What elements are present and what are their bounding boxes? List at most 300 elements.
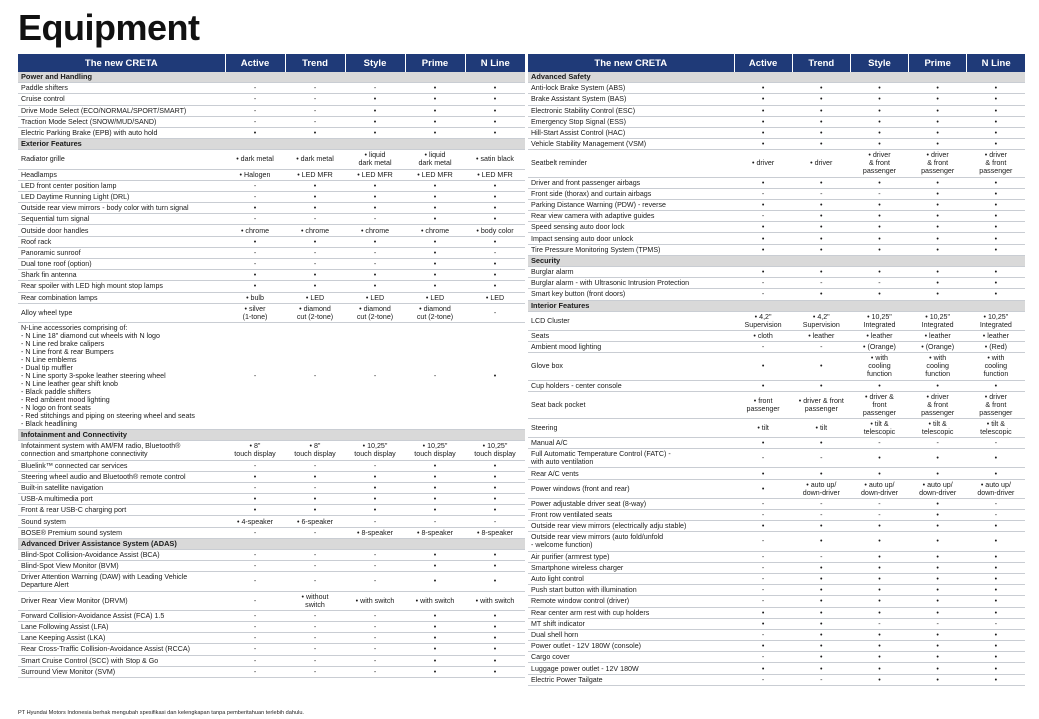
trim-value: - bbox=[225, 572, 285, 591]
trim-value: • bbox=[967, 244, 1025, 255]
trim-value: • leather bbox=[967, 330, 1025, 341]
table-row bbox=[18, 281, 525, 292]
trim-value: • auto up/ down-driver bbox=[792, 479, 850, 498]
trim-value: - bbox=[225, 94, 285, 105]
table-row bbox=[18, 83, 525, 94]
trim-value: • bbox=[734, 83, 792, 94]
equipment-table-left bbox=[18, 54, 525, 678]
trim-value: - bbox=[225, 180, 285, 191]
trim-value: • tilt & telescopic bbox=[909, 418, 967, 437]
trim-value: • bbox=[967, 468, 1025, 479]
trim-value: • LED MFR bbox=[345, 169, 405, 180]
trim-value: • bbox=[792, 618, 850, 629]
feature-name: Power windows (front and rear) bbox=[528, 479, 734, 498]
trim-value: • bbox=[285, 270, 345, 281]
trim-value: • bbox=[792, 641, 850, 652]
trim-value: • bbox=[405, 247, 465, 258]
table-row bbox=[528, 618, 1025, 629]
feature-name: Speed sensing auto door lock bbox=[528, 222, 734, 233]
trim-value: • bbox=[734, 177, 792, 188]
trim-value: • bbox=[909, 199, 967, 210]
trim-value: - bbox=[734, 289, 792, 300]
trim-value: • LED MFR bbox=[285, 169, 345, 180]
trim-value: • bbox=[967, 380, 1025, 391]
trim-value: • bbox=[465, 105, 525, 116]
table-row bbox=[528, 479, 1025, 498]
table-row bbox=[528, 116, 1025, 127]
trim-value: - bbox=[345, 247, 405, 258]
trim-value: • bbox=[967, 94, 1025, 105]
trim-value: • bbox=[909, 562, 967, 573]
header-trend: Trend bbox=[792, 54, 850, 72]
trim-value: - bbox=[465, 247, 525, 258]
table-row bbox=[18, 527, 525, 538]
trim-value: - bbox=[345, 655, 405, 666]
trim-value: • bbox=[792, 607, 850, 618]
trim-value: • bbox=[967, 562, 1025, 573]
table-row bbox=[18, 505, 525, 516]
trim-value: • bbox=[850, 629, 908, 640]
feature-name: LED front center position lamp bbox=[18, 180, 225, 191]
trim-value: - bbox=[285, 527, 345, 538]
trim-value: • bbox=[225, 505, 285, 516]
trim-value: - bbox=[967, 438, 1025, 449]
trim-value: • bbox=[465, 572, 525, 591]
trim-value: • bbox=[909, 532, 967, 551]
feature-name: Headlamps bbox=[18, 169, 225, 180]
trim-value: • bbox=[465, 610, 525, 621]
trim-value: • 10,25" Integrated bbox=[909, 311, 967, 330]
table-row bbox=[528, 532, 1025, 551]
feature-name: Sound system bbox=[18, 516, 225, 527]
feature-name: MT shift indicator bbox=[528, 618, 734, 629]
trim-value: • bbox=[967, 139, 1025, 150]
trim-value: • bbox=[792, 596, 850, 607]
trim-value: • bbox=[850, 211, 908, 222]
trim-value: • bbox=[967, 607, 1025, 618]
feature-name: Remote window control (driver) bbox=[528, 596, 734, 607]
table-row bbox=[528, 629, 1025, 640]
trim-value: • bbox=[465, 505, 525, 516]
trim-value: • bbox=[405, 494, 465, 505]
trim-value: • 4,2" Supervision bbox=[734, 311, 792, 330]
trim-value: - bbox=[734, 278, 792, 289]
table-row bbox=[18, 169, 525, 180]
table-row bbox=[528, 233, 1025, 244]
trim-value: - bbox=[285, 621, 345, 632]
trim-value: - bbox=[792, 498, 850, 509]
section-title: Exterior Features bbox=[18, 139, 525, 150]
trim-value: • bbox=[967, 127, 1025, 138]
section-header-row bbox=[18, 72, 525, 83]
feature-name: Brake Assistant System (BAS) bbox=[528, 94, 734, 105]
trim-value: • bbox=[405, 655, 465, 666]
trim-value: - bbox=[225, 655, 285, 666]
feature-name: Full Automatic Temperature Control (FATC) - with auto ventilation bbox=[528, 449, 734, 468]
trim-value: - bbox=[225, 482, 285, 493]
table-row bbox=[528, 199, 1025, 210]
feature-name: Tire Pressure Monitoring System (TPMS) bbox=[528, 244, 734, 255]
trim-value: • with cooling function bbox=[967, 353, 1025, 380]
header-style: Style bbox=[345, 54, 405, 72]
trim-value: • bbox=[465, 644, 525, 655]
trim-value: - bbox=[792, 449, 850, 468]
trim-value: • bbox=[734, 607, 792, 618]
table-row bbox=[528, 562, 1025, 573]
feature-name: Seatbelt reminder bbox=[528, 150, 734, 177]
feature-name: Drive Mode Select (ECO/NORMAL/SPORT/SMART) bbox=[18, 105, 225, 116]
trim-value: • bbox=[225, 281, 285, 292]
table-row bbox=[528, 188, 1025, 199]
table-row bbox=[18, 494, 525, 505]
trim-value: • bbox=[909, 468, 967, 479]
trim-value: • bbox=[850, 380, 908, 391]
feature-name: Lane Following Assist (LFA) bbox=[18, 621, 225, 632]
trim-value: • driver bbox=[792, 150, 850, 177]
trim-value: • bbox=[734, 618, 792, 629]
trim-value: • bbox=[792, 127, 850, 138]
trim-value: - bbox=[850, 278, 908, 289]
trim-value: • bbox=[909, 663, 967, 674]
trim-value: • bbox=[792, 222, 850, 233]
trim-value: • with cooling function bbox=[850, 353, 908, 380]
trim-value: - bbox=[345, 322, 405, 429]
trim-value: • driver bbox=[734, 150, 792, 177]
trim-value: - bbox=[225, 527, 285, 538]
trim-value: - bbox=[967, 498, 1025, 509]
trim-value: • bbox=[285, 281, 345, 292]
trim-value: • auto up/ down-driver bbox=[909, 479, 967, 498]
trim-value: - bbox=[285, 105, 345, 116]
feature-name: Alloy wheel type bbox=[18, 303, 225, 322]
trim-value: • bbox=[345, 180, 405, 191]
table-row bbox=[18, 482, 525, 493]
trim-value: - bbox=[792, 551, 850, 562]
feature-name: Panoramic sunroof bbox=[18, 247, 225, 258]
trim-value: • bbox=[909, 278, 967, 289]
trim-value: • bbox=[967, 596, 1025, 607]
table-row bbox=[528, 498, 1025, 509]
trim-value: - bbox=[792, 342, 850, 353]
trim-value: • bbox=[909, 585, 967, 596]
trim-value: • bbox=[734, 521, 792, 532]
feature-name: Blind-Spot Collision-Avoidance Assist (BCA) bbox=[18, 550, 225, 561]
trim-value: • bbox=[405, 203, 465, 214]
trim-value: - bbox=[734, 674, 792, 685]
table-row bbox=[18, 150, 525, 169]
trim-value: - bbox=[285, 214, 345, 225]
feature-name: Sequential turn signal bbox=[18, 214, 225, 225]
section-header-row bbox=[528, 72, 1025, 83]
table-row bbox=[18, 561, 525, 572]
trim-value: • bbox=[405, 270, 465, 281]
section-title: Advanced Safety bbox=[528, 72, 1025, 83]
feature-name: Steering wheel audio and Bluetooth® remote control bbox=[18, 471, 225, 482]
trim-value: • bbox=[850, 532, 908, 551]
trim-value: • bbox=[909, 188, 967, 199]
table-row bbox=[528, 211, 1025, 222]
table-row bbox=[528, 353, 1025, 380]
trim-value: - bbox=[734, 498, 792, 509]
feature-name: Shark fin antenna bbox=[18, 270, 225, 281]
trim-value: • 10,25" touch display bbox=[465, 441, 525, 460]
trim-value: • bbox=[850, 641, 908, 652]
trim-value: - bbox=[734, 188, 792, 199]
trim-value: • silver (1-tone) bbox=[225, 303, 285, 322]
trim-value: • bbox=[345, 270, 405, 281]
table-row bbox=[528, 510, 1025, 521]
trim-value: • bbox=[405, 610, 465, 621]
trim-value: - bbox=[225, 116, 285, 127]
trim-value: • bbox=[792, 573, 850, 584]
trim-value: • bbox=[345, 482, 405, 493]
feature-name: Dual shell horn bbox=[528, 629, 734, 640]
feature-name: Forward Collision-Avoidance Assist (FCA) 1.5 bbox=[18, 610, 225, 621]
feature-name: Electric Parking Brake (EPB) with auto hold bbox=[18, 127, 225, 138]
trim-value: - bbox=[285, 83, 345, 94]
trim-value: • diamond cut (2-tone) bbox=[345, 303, 405, 322]
feature-name: Air purifier (armrest type) bbox=[528, 551, 734, 562]
feature-name: Burglar alarm - with Ultrasonic Intrusion Protection bbox=[528, 278, 734, 289]
trim-value: • bbox=[792, 244, 850, 255]
trim-value: • bbox=[909, 244, 967, 255]
table-row bbox=[18, 270, 525, 281]
table-row bbox=[528, 278, 1025, 289]
feature-name: Smart Cruise Control (SCC) with Stop & Go bbox=[18, 655, 225, 666]
feature-name: Vehicle Stability Management (VSM) bbox=[528, 139, 734, 150]
trim-value: - bbox=[285, 322, 345, 429]
trim-value: - bbox=[285, 633, 345, 644]
feature-name: Outside rear view mirrors - body color with turn signal bbox=[18, 203, 225, 214]
trim-value: • 8-speaker bbox=[345, 527, 405, 538]
trim-value: - bbox=[345, 633, 405, 644]
trim-value: • bbox=[405, 666, 465, 677]
feature-name: Cargo cover bbox=[528, 652, 734, 663]
trim-value: • 6-speaker bbox=[285, 516, 345, 527]
feature-name: N-Line accessories comprising of: - N Line 18" diamond cut wheels with N logo - N Line red brake calipers - N Line front & rear Bumpers - N Line emblems - Dual tip muffler - N Line sporty 3-spoke leather steering wheel - N Line leather gear shift knob - Black paddle shifters - Red ambient mood lighting - N logo on front seats - Red stitchings and piping on steering wheel and seats - Black headlining bbox=[18, 322, 225, 429]
trim-value: • bbox=[792, 353, 850, 380]
trim-value: • 4,2" Supervision bbox=[792, 311, 850, 330]
table-row bbox=[18, 247, 525, 258]
trim-value: • bbox=[345, 191, 405, 202]
trim-value: • (Orange) bbox=[850, 342, 908, 353]
trim-value: • bbox=[405, 460, 465, 471]
trim-value: • bbox=[405, 471, 465, 482]
trim-value: • bbox=[792, 233, 850, 244]
feature-name: Manual A/C bbox=[528, 438, 734, 449]
trim-value: • 10,25" touch display bbox=[405, 441, 465, 460]
trim-value: • bbox=[792, 585, 850, 596]
feature-name: Seats bbox=[528, 330, 734, 341]
feature-name: Luggage power outlet - 12V 180W bbox=[528, 663, 734, 674]
trim-value: • 4-speaker bbox=[225, 516, 285, 527]
trim-value: - bbox=[734, 652, 792, 663]
table-row bbox=[528, 83, 1025, 94]
trim-value: - bbox=[465, 516, 525, 527]
trim-value: • bbox=[345, 94, 405, 105]
trim-value: • 10,25" Integrated bbox=[967, 311, 1025, 330]
header-nline: N Line bbox=[465, 54, 525, 72]
trim-value: • bbox=[792, 438, 850, 449]
trim-value: - bbox=[285, 482, 345, 493]
table-row bbox=[18, 572, 525, 591]
feature-name: Rear A/C vents bbox=[528, 468, 734, 479]
trim-value: - bbox=[225, 322, 285, 429]
feature-name: Driver and front passenger airbags bbox=[528, 177, 734, 188]
feature-name: Power outlet - 12V 180W (console) bbox=[528, 641, 734, 652]
trim-value: • bbox=[967, 532, 1025, 551]
trim-value: • bbox=[734, 233, 792, 244]
trim-value: • bbox=[345, 116, 405, 127]
trim-value: • 8-speaker bbox=[465, 527, 525, 538]
trim-value: - bbox=[734, 573, 792, 584]
header-prime: Prime bbox=[405, 54, 465, 72]
trim-value: • bbox=[909, 380, 967, 391]
feature-name: Electronic Stability Control (ESC) bbox=[528, 105, 734, 116]
trim-value: • bbox=[734, 139, 792, 150]
trim-value: • bbox=[792, 199, 850, 210]
trim-value: - bbox=[225, 621, 285, 632]
trim-value: • bbox=[792, 652, 850, 663]
feature-name: Infotainment system with AM/FM radio, Bluetooth® connection and smartphone connectivity bbox=[18, 441, 225, 460]
trim-value: - bbox=[792, 278, 850, 289]
trim-value: - bbox=[225, 644, 285, 655]
trim-value: • bbox=[465, 180, 525, 191]
trim-value: • driver & front passenger bbox=[792, 391, 850, 418]
table-row bbox=[528, 311, 1025, 330]
table-row bbox=[18, 591, 525, 610]
trim-value: • bbox=[967, 233, 1025, 244]
trim-value: • bbox=[734, 641, 792, 652]
trim-value: • bbox=[792, 83, 850, 94]
trim-value: • LED bbox=[405, 292, 465, 303]
trim-value: • LED MFR bbox=[405, 169, 465, 180]
trim-value: • (Red) bbox=[967, 342, 1025, 353]
feature-name: Steering bbox=[528, 418, 734, 437]
trim-value: • bbox=[285, 505, 345, 516]
trim-value: • chrome bbox=[405, 225, 465, 236]
trim-value: • bbox=[850, 94, 908, 105]
trim-value: • leather bbox=[792, 330, 850, 341]
trim-value: • bbox=[850, 521, 908, 532]
table-row bbox=[18, 127, 525, 138]
feature-name: Impact sensing auto door unlock bbox=[528, 233, 734, 244]
feature-name: Front side (thorax) and curtain airbags bbox=[528, 188, 734, 199]
trim-value: - bbox=[345, 516, 405, 527]
page-title: Equipment bbox=[18, 7, 200, 48]
header-active: Active bbox=[225, 54, 285, 72]
feature-name: Anti-lock Brake System (ABS) bbox=[528, 83, 734, 94]
trim-value: - bbox=[285, 116, 345, 127]
feature-name: Front & rear USB-C charging port bbox=[18, 505, 225, 516]
header-model: The new CRETA bbox=[18, 54, 225, 72]
trim-value: • bbox=[967, 551, 1025, 562]
table-row bbox=[528, 244, 1025, 255]
trim-value: - bbox=[850, 188, 908, 199]
trim-value: • auto up/ down-driver bbox=[967, 479, 1025, 498]
trim-value: • bbox=[734, 468, 792, 479]
trim-value: • bbox=[225, 270, 285, 281]
trim-value: - bbox=[225, 633, 285, 644]
feature-name: Rear view camera with adaptive guides bbox=[528, 211, 734, 222]
trim-value: • bbox=[465, 94, 525, 105]
trim-value: - bbox=[225, 83, 285, 94]
table-row bbox=[528, 330, 1025, 341]
section-header-row bbox=[18, 139, 525, 150]
trim-value: • bbox=[909, 607, 967, 618]
trim-value: • bbox=[345, 127, 405, 138]
trim-value: - bbox=[285, 666, 345, 677]
trim-value: • bbox=[734, 267, 792, 278]
trim-value: • diamond cut (2-tone) bbox=[285, 303, 345, 322]
trim-value: • chrome bbox=[345, 225, 405, 236]
trim-value: • bbox=[850, 267, 908, 278]
trim-value: • bbox=[792, 105, 850, 116]
trim-value: • bbox=[734, 94, 792, 105]
trim-value: • bbox=[909, 573, 967, 584]
trim-value: • bbox=[850, 652, 908, 663]
equipment-table-right bbox=[528, 54, 1025, 686]
trim-value: • bbox=[792, 521, 850, 532]
trim-value: • bbox=[850, 468, 908, 479]
section-title: Security bbox=[528, 255, 1025, 266]
feature-name: Traction Mode Select (SNOW/MUD/SAND) bbox=[18, 116, 225, 127]
table-row bbox=[528, 150, 1025, 177]
trim-value: - bbox=[285, 561, 345, 572]
trim-value: • bbox=[734, 127, 792, 138]
trim-value: - bbox=[345, 460, 405, 471]
trim-value: - bbox=[850, 510, 908, 521]
table-row bbox=[18, 203, 525, 214]
trim-value: • bbox=[909, 94, 967, 105]
trim-value: • bbox=[405, 127, 465, 138]
trim-value: - bbox=[734, 551, 792, 562]
header-prime: Prime bbox=[909, 54, 967, 72]
section-title: Power and Handling bbox=[18, 72, 525, 83]
trim-value: • bbox=[967, 674, 1025, 685]
table-row bbox=[18, 105, 525, 116]
trim-value: • bbox=[909, 449, 967, 468]
trim-value: • bbox=[850, 199, 908, 210]
feature-name: Surround View Monitor (SVM) bbox=[18, 666, 225, 677]
trim-value: - bbox=[285, 460, 345, 471]
trim-value: • bbox=[967, 278, 1025, 289]
trim-value: • bulb bbox=[225, 292, 285, 303]
trim-value: • bbox=[967, 585, 1025, 596]
trim-value: - bbox=[734, 449, 792, 468]
trim-value: - bbox=[734, 342, 792, 353]
trim-value: - bbox=[225, 191, 285, 202]
table-row bbox=[18, 191, 525, 202]
trim-value: • bbox=[405, 116, 465, 127]
trim-value: - bbox=[285, 94, 345, 105]
table-row bbox=[528, 289, 1025, 300]
trim-value: • (Orange) bbox=[909, 342, 967, 353]
trim-value: • bbox=[345, 105, 405, 116]
feature-name: Radiator grille bbox=[18, 150, 225, 169]
trim-value: • bbox=[405, 191, 465, 202]
trim-value: • bbox=[465, 270, 525, 281]
trim-value: • bbox=[345, 471, 405, 482]
trim-value: • bbox=[405, 83, 465, 94]
trim-value: • bbox=[792, 289, 850, 300]
trim-value: • bbox=[967, 652, 1025, 663]
trim-value: • bbox=[850, 596, 908, 607]
trim-value: - bbox=[734, 596, 792, 607]
table-row bbox=[528, 342, 1025, 353]
table-row bbox=[528, 521, 1025, 532]
trim-value: • bbox=[909, 267, 967, 278]
